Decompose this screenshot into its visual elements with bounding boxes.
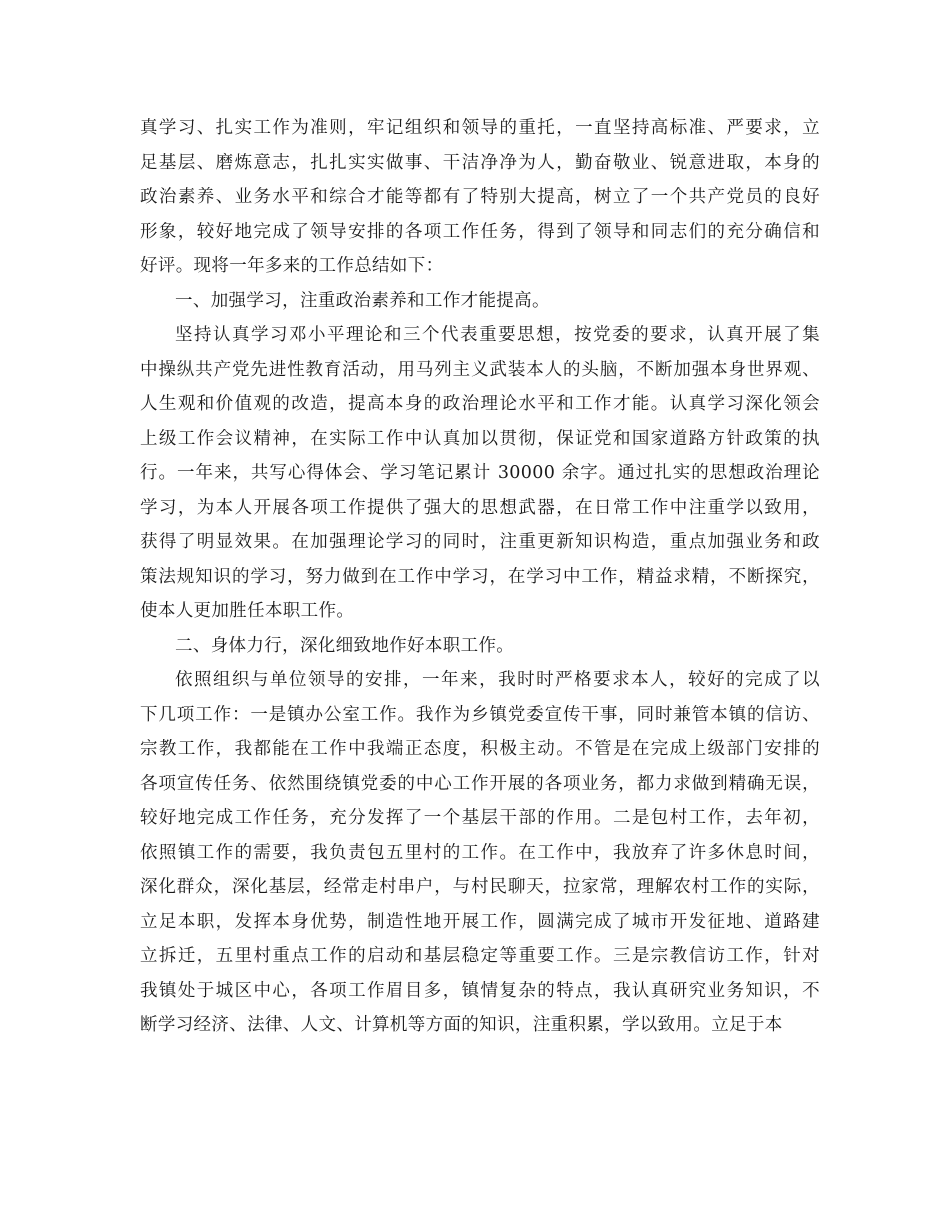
text-line: 二、身体力行，深化细致地作好本职工作。	[175, 635, 515, 656]
text-line: 足基层、磨炼意志，扎扎实实做事、干洁净净为人，勤奋敬业、锐意进取，本身的	[140, 152, 820, 173]
text-line: 获得了明显效果。在加强理论学习的同时，注重更新知识构造，重点加强业务和政	[140, 532, 820, 552]
paragraph-heading-2	[140, 629, 820, 664]
text-line: 立拆迁，五里村重点工作的启动和基层稳定等重要工作。三是宗教信访工作，针对	[140, 946, 820, 966]
text-line: 好评。现将一年多来的工作总结如下：	[140, 256, 444, 276]
text-line: 下几项工作：一是镇办公室工作。我作为乡镇党委宣传干事，同时兼管本镇的信访、	[140, 704, 820, 725]
text-line: 依照镇工作的需要，我负责包五里村的工作。在工作中，我放弃了许多休息时间，	[140, 842, 820, 863]
paragraph-intro	[140, 111, 820, 284]
text-line: 策法规知识的学习，努力做到在工作中学习，在学习中工作，精益求精，不断探究，	[140, 566, 820, 587]
text-line: 学习，为本人开展各项工作提供了强大的思想武器，在日常工作中注重学以致用，	[140, 497, 820, 518]
text-line: 使本人更加胜任本职工作。	[140, 601, 355, 621]
paragraph-heading-1	[140, 284, 820, 319]
document-body	[140, 111, 820, 1043]
text-line: 依照组织与单位领导的安排，一年来，我时时严格要求本人，较好的完成了以	[175, 670, 820, 690]
text-line: 坚持认真学习邓小平理论和三个代表重要思想，按党委的要求，认真开展了集	[175, 325, 820, 345]
text-line: 立足本职，发挥本身优势，制造性地开展工作，圆满完成了城市开发征地、道路建	[140, 911, 820, 932]
text-line: 深化群众，深化基层，经常走村串户，与村民聊天，拉家常，理解农村工作的实际，	[140, 877, 820, 897]
paragraph-section-2	[140, 663, 820, 1043]
text-line: 中操纵共产党先进性教育活动，用马列主义武装本人的头脑，不断加强本身世界观、	[140, 359, 820, 380]
text-line: 上级工作会议精神，在实际工作中认真加以贯彻，保证党和国家道路方针政策的执	[140, 428, 820, 449]
text-line: 宗教工作，我都能在工作中我端正态度，积极主动。不管是在完成上级部门安排的	[140, 739, 820, 759]
text-line: 形象，较好地完成了领导安排的各项工作任务，得到了领导和同志们的充分确信和	[140, 221, 820, 242]
text-line: 我镇处于城区中心，各项工作眉目多，镇情复杂的特点，我认真研究业务知识，不	[140, 980, 820, 1001]
text-line: 较好地完成工作任务，充分发挥了一个基层干部的作用。二是包村工作，去年初，	[140, 808, 820, 828]
text-line: 一、加强学习，注重政治素养和工作才能提高。	[175, 290, 550, 311]
text-line: 政治素养、业务水平和综合才能等都有了特别大提高，树立了一个共产党员的良好	[140, 187, 820, 207]
text-line: 人生观和价值观的改造，提高本身的政治理论水平和工作才能。认真学习深化领会	[140, 394, 820, 414]
text-line: 各项宣传任务、依然围绕镇党委的中心工作开展的各项业务，都力求做到精确无误，	[140, 773, 820, 794]
text-line: 真学习、扎实工作为准则，牢记组织和领导的重托，一直坚持高标准、严要求，立	[140, 118, 820, 138]
paragraph-section-1	[140, 318, 820, 629]
text-line: 行。一年来，共写心得体会、学习笔记累计 30000 余字。通过扎实的思想政治理论	[140, 463, 820, 483]
text-line: 断学习经济、法律、人文、计算机等方面的知识，注重积累，学以致用。立足于本	[140, 1015, 783, 1035]
